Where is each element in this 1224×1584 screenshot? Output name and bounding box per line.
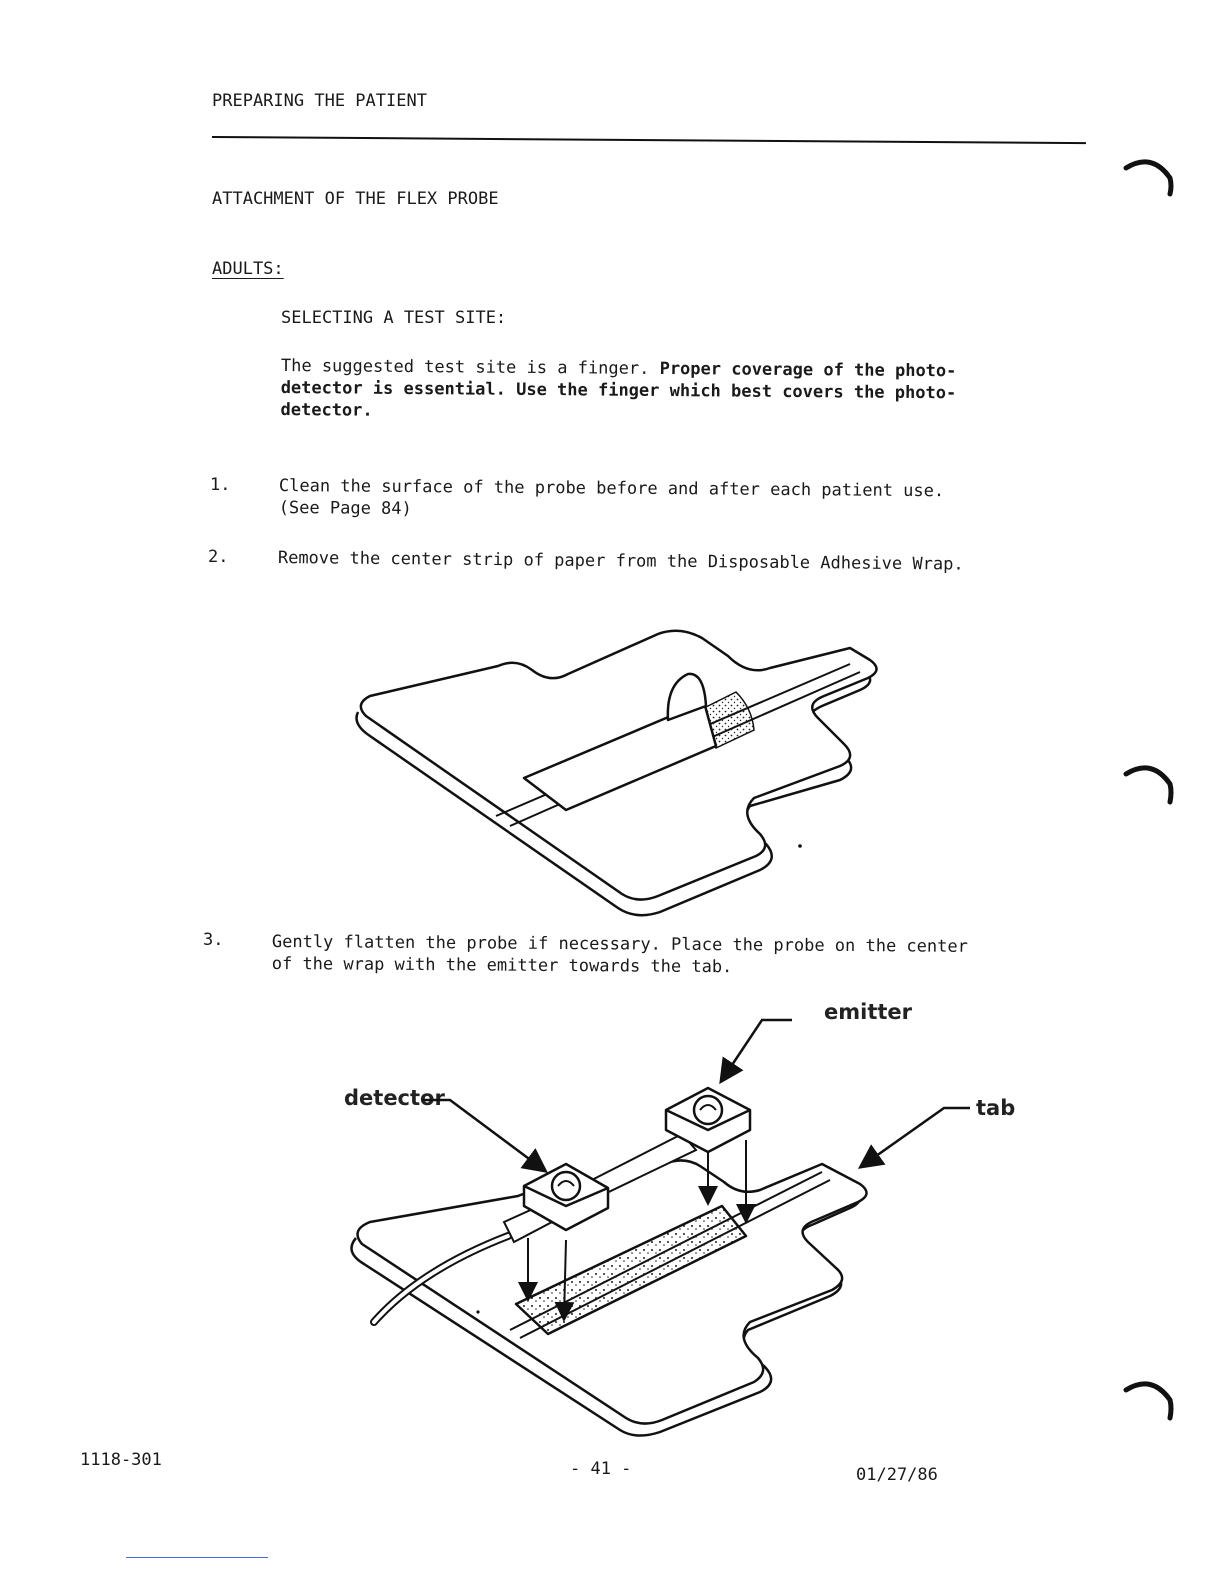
emitter-label: emitter [824,1000,912,1024]
paragraph-text-bold: detector is essential. Use the finger which best covers the photo- [280,377,957,404]
paragraph-text-bold: Proper coverage of the photo- [659,358,957,382]
page-number: - 41 - [570,1459,632,1479]
header-rule [212,136,1086,144]
step-line: Remove the center strip of paper from the Disposable Adhesive Wrap. [277,547,964,575]
paragraph-text: The suggested test site is a finger. [280,355,650,379]
section-heading: ATTACHMENT OF THE FLEX PROBE [212,189,499,209]
detector-label: detector [344,1086,445,1110]
step-number: 3. [203,930,224,950]
section-title: PREPARING THE PATIENT [212,91,427,111]
step-text [278,547,964,576]
document-date: 01/27/86 [856,1465,938,1485]
document-number: 1118-301 [80,1450,162,1470]
step-number: 2. [208,547,229,567]
step-text [272,931,968,980]
step-number: 1. [210,475,231,495]
probe-placement-illustration [330,1000,1030,1450]
scan-edge-line [126,1557,268,1558]
test-site-heading: SELECTING A TEST SITE: [281,308,507,328]
step-text [279,475,945,524]
binder-hole-mark [1122,752,1182,812]
step-line: Gently flatten the probe if necessary. Place the probe on the center [271,932,968,957]
adhesive-wrap-illustration [340,620,900,930]
binder-hole-mark [1122,150,1182,200]
tab-label: tab [976,1096,1016,1120]
step-line: of the wrap with the emitter towards the tab. [271,953,733,978]
paragraph-text-bold: detector. [280,399,373,421]
subheading-adults: ADULTS: [212,259,284,279]
binder-hole-mark [1122,1368,1182,1428]
step-line: (See Page 84) [278,497,412,520]
step-line: Clean the surface of the probe before and after each patient use. [278,475,945,502]
test-site-paragraph [280,355,956,426]
